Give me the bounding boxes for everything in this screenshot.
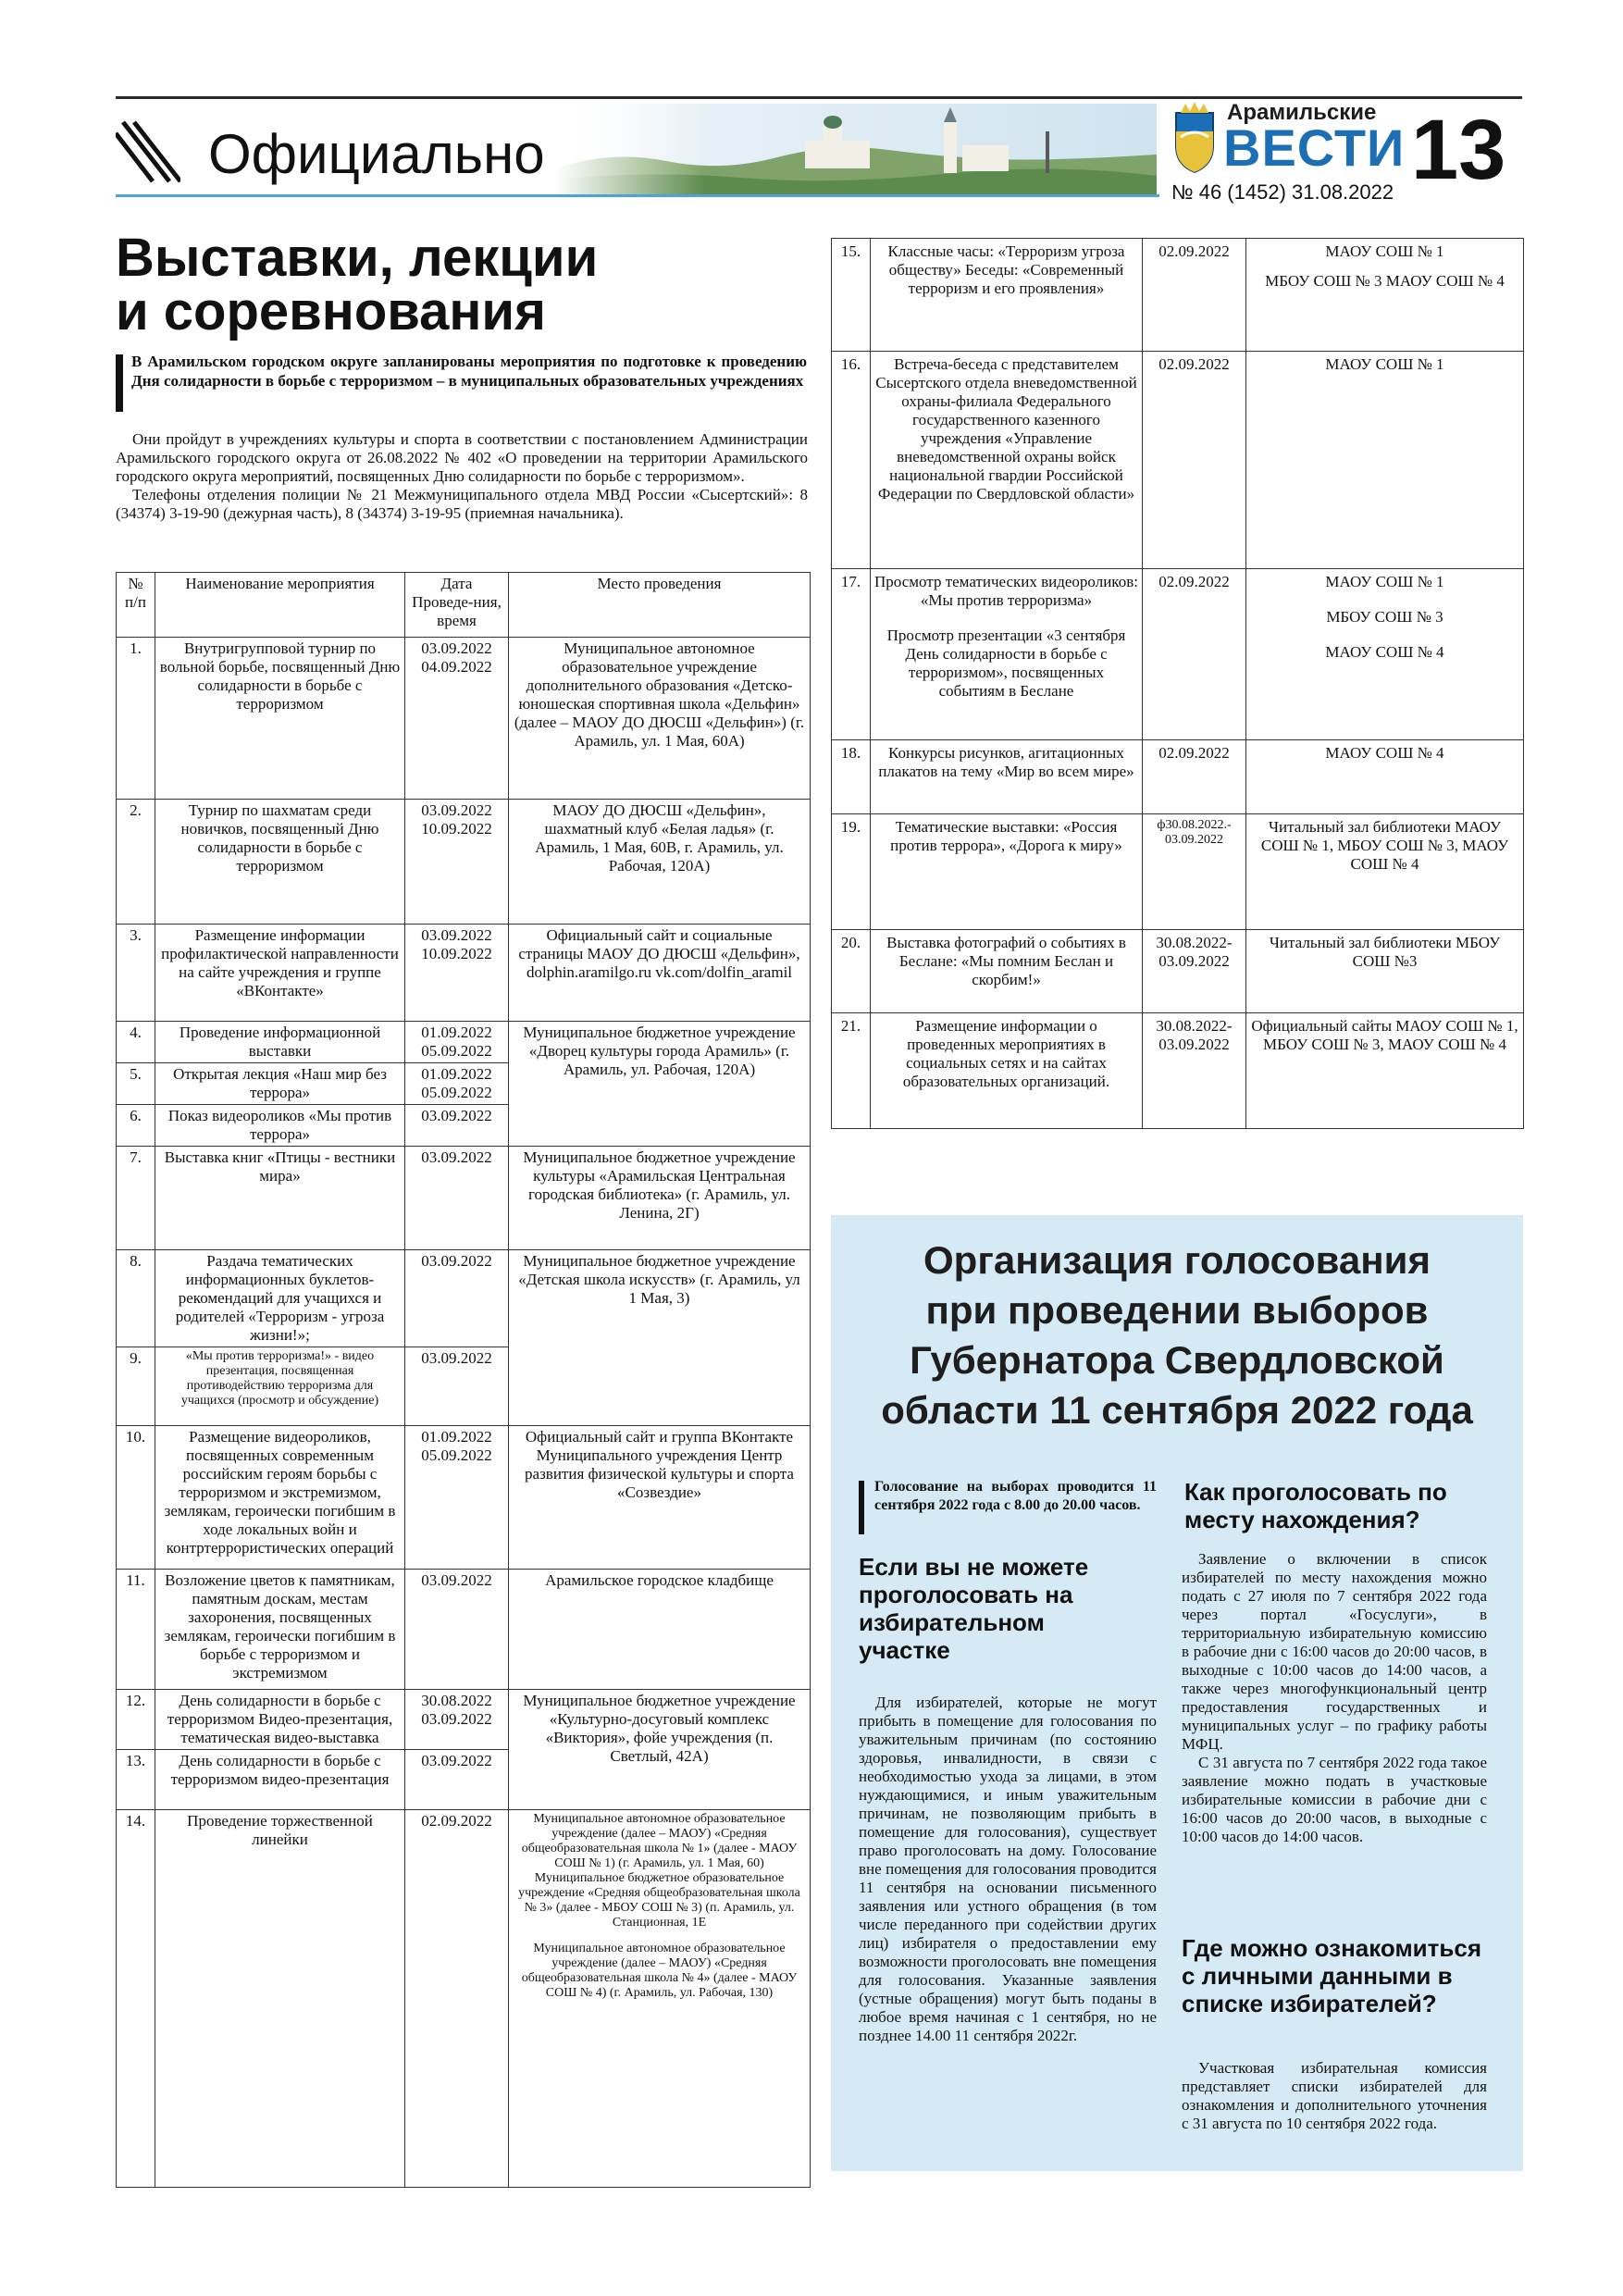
row-place: Муниципальное бюджетное учреждение «Дворец культуры города Арамиль» (г. Арамиль, ул. Рабочая, 120А): [509, 1022, 811, 1147]
section-title: Официально: [208, 123, 545, 185]
row-place: МАОУ СОШ № 4: [1246, 740, 1524, 814]
header-photo: [555, 104, 1157, 194]
row-num: 3.: [117, 925, 155, 1022]
table-row: [832, 569, 1524, 740]
row-name: «Мы против терроризма!» - видео презентация, посвященная противодействию терроризма для учащихся (просмотр и обсуждение): [155, 1347, 405, 1426]
table-row: [832, 352, 1524, 569]
table-row: [832, 239, 1524, 352]
row-place: [1246, 239, 1524, 352]
logo-masthead: ВЕСТИ: [1223, 118, 1406, 177]
row-num: 21.: [832, 1013, 871, 1129]
row-place: Муниципальное бюджетное учреждение «Детская школа искусств» (г. Арамиль, ул 1 Мая, 3): [509, 1250, 811, 1426]
place-line: МАОУ СОШ № 4: [1325, 643, 1444, 661]
row-name: Конкурсы рисунков, агитационных плакатов на тему «Мир во всем мире»: [871, 740, 1143, 814]
row-date: 02.09.2022: [1143, 239, 1246, 352]
paragraph: Заявление о включении в список избирателей по месту нахождения можно подать с 27 июля по 7 сентября 2022 года через портал «Госуслуги», в территориальную избирательную комиссию в рабочие дни с 16:00 часов до 20:00 часов, в выходные с 10:00 часов до 14:00 часов, а также через многофункциональный центр предоставления государственных и муниципальных услуг – по графику работы МФЦ.: [1182, 1550, 1487, 1753]
row-name: Турнир по шахматам среди новичков, посвященный Дню солидарности в борьбе с терроризмом: [155, 800, 405, 925]
row-date: 03.09.2022: [405, 1570, 509, 1690]
row-num: 10.: [117, 1426, 155, 1570]
election-title: [831, 1235, 1523, 1435]
row-place: Муниципальное автономное образовательное учреждение дополнительного образования «Детско-юношеская спортивная школа «Дельфин» (далее – МАОУ ДО ДЮСШ «Дельфин») (г. Арамиль, ул. 1 Мая, 60А): [509, 638, 811, 800]
row-date: ф30.08.2022.- 03.09.2022: [1143, 814, 1246, 930]
row-date: 30.08.2022- 03.09.2022: [1143, 1013, 1246, 1129]
row-date: 03.09.2022 10.09.2022: [405, 800, 509, 925]
article-intro: [116, 430, 808, 523]
row-name: Размещение информации профилактической направленности на сайте учреждения и группе «ВКонтакте»: [155, 925, 405, 1022]
row-date: 03.09.2022: [405, 1147, 509, 1250]
election-body-location: [1182, 1550, 1487, 1846]
top-rule: [116, 96, 1522, 99]
paragraph: Для избирателей, которые не могут прибыть в помещение для голосования по уважительным причинам (по состоянию здоровья, инвалидности, в связи с необходимостью ухода за лицами, в этом нуждающимися, и иным уважительным причинам, не позволяющим прибыть в помещение для голосования), существует право проголосовать на дому. Голосование вне помещения для голосования проводится 11 сентября на основании письменного заявления или устного обращения (в том числе переданного при содействии других лиц) избирателя о предоставлении ему возможности проголосовать вне помещения для голосования. Указанные заявления (устные обращения) могут быть поданы в любое время начиная с 1 сентября, но не позднее 14.00 11 сентября 2022г.: [859, 1694, 1157, 2044]
place-line: МБОУ СОШ № 3: [1326, 608, 1443, 626]
row-num: 12.: [117, 1690, 155, 1750]
school-4-info: Муниципальное автономное образовательное учреждение (далее – МАОУ) «Средняя общеобразовательная школа № 4» (далее - МАОУ СОШ № 4) (г. Арамиль, ул. Рабочая, 130): [521, 1942, 798, 2000]
table-row: [832, 814, 1524, 930]
intro-paragraph-phones: Телефоны отделения полиции № 21 Межмуниципального отдела МВД России «Сысертский»: 8 (34374) 3-19-90 (дежурная часть), 8 (34374) 3-19-95 (приемная начальника).: [116, 486, 808, 522]
row-date: 03.09.2022 04.09.2022: [405, 638, 509, 800]
subheading-voter-list: Где можно ознакомиться с личными данными в списке избирателей?: [1182, 1934, 1482, 2017]
election-title-line: при проведении выборов: [925, 1288, 1429, 1332]
row-num: 4.: [117, 1022, 155, 1063]
row-date: 03.09.2022: [405, 1347, 509, 1426]
table-row: [832, 930, 1524, 1013]
row-date: 01.09.2022 05.09.2022: [405, 1426, 509, 1570]
events-table-right: [831, 238, 1524, 1129]
row-name: Внутригрупповой турнир по вольной борьбе, посвященный Дню солидарности в борьбе с терроризмом: [155, 638, 405, 800]
row-name: Встреча-беседа с представителем Сысертского отдела вневедомственной охраны-филиала Федерального государственного казенного учреждения «Управление вневедомственной охраны войск национальной гвардии Российской Федерации по Свердловской области»: [871, 352, 1143, 569]
row-date: 01.09.2022 05.09.2022: [405, 1063, 509, 1105]
event-videos: Просмотр тематических видеороликов: «Мы против терроризма»: [874, 573, 1138, 609]
row-name: Классные часы: «Терроризм угроза обществу» Беседы: «Современный терроризм и его проявления»: [871, 239, 1143, 352]
row-name: Проведение торжественной линейки: [155, 1810, 405, 2188]
row-name: Открытая лекция «Наш мир без террора»: [155, 1063, 405, 1105]
row-place: Арамильское городское кладбище: [509, 1570, 811, 1690]
row-date: 03.09.2022 10.09.2022: [405, 925, 509, 1022]
row-date: 02.09.2022: [1143, 569, 1246, 740]
row-name: Размещение информации о проведенных мероприятиях в социальных сетях и на сайтах образовательных организаций.: [871, 1013, 1143, 1129]
row-name: Возложение цветов к памятникам, памятным доскам, местам захоронения, посвященных землякам, героически погибшим в борьбе с терроризмом и экстремизмом: [155, 1570, 405, 1690]
election-body-voter-list: [1182, 2059, 1487, 2133]
table-row: [117, 638, 811, 800]
paragraph: С 31 августа по 7 сентября 2022 года такое заявление можно подать в участковые избирательные комиссии в рабочие дни с 16:00 часов до 20:00 часов, в выходные с 10:00 часов до 14:00 часов.: [1182, 1754, 1487, 1845]
table-row: [117, 1147, 811, 1250]
headline-line-1: Выставки, лекции: [116, 228, 599, 288]
row-date: 03.09.2022: [405, 1105, 509, 1147]
row-num: 17.: [832, 569, 871, 740]
row-date: 02.09.2022: [1143, 740, 1246, 814]
header-num: № п/п: [117, 573, 155, 638]
intro-paragraph: Они пройдут в учреждениях культуры и спорта в соответствии с постановлением Администрации Арамильского городского округа от 26.08.2022 № 402 «О проведении на территории Арамильского городского округа мероприятий, посвященных Дню солидарности по борьбе с терроризмом».: [116, 430, 808, 485]
table-row: [117, 1690, 811, 1750]
row-name: Раздача тематических информационных буклетов-рекомендаций для учащихся и родителей «Терроризм - угроза жизни!»;: [155, 1250, 405, 1347]
election-body-home-voting: [859, 1694, 1157, 2045]
header-place: Место проведения: [509, 573, 811, 638]
election-title-line: Организация голосования: [923, 1238, 1431, 1282]
place-line: МАОУ СОШ № 1: [1325, 573, 1444, 590]
header-underline: [116, 194, 1159, 197]
election-lead: Голосование на выборах проводится 11 сентября 2022 года с 8.00 до 20.00 часов.: [874, 1479, 1157, 1513]
table-row: [117, 925, 811, 1022]
row-num: 19.: [832, 814, 871, 930]
events-table-left: [116, 572, 811, 2188]
row-num: 2.: [117, 800, 155, 925]
row-name: Проведение информационной выставки: [155, 1022, 405, 1063]
city-emblem-icon: [1171, 100, 1218, 174]
place-line: МБОУ СОШ № 3 МАОУ СОШ № 4: [1265, 272, 1505, 290]
row-num: 1.: [117, 638, 155, 800]
row-place: Муниципальное бюджетное учреждение культуры «Арамильская Центральная городская библиотека» (г. Арамиль, ул. Ленина, 2Г): [509, 1147, 811, 1250]
article-lead: В Арамильском городском округе запланированы мероприятия по подготовке к проведению Дня солидарности в борьбе с терроризмом – в муниципальных образовательных учреждениях: [131, 353, 807, 390]
row-place: Официальный сайт и социальные страницы МАОУ ДО ДЮСШ «Дельфин», dolphin.aramilgo.ru vk.com/dolfin_aramil: [509, 925, 811, 1022]
row-place: [509, 1810, 811, 2188]
article-headline: [116, 228, 828, 341]
row-name: Выставка книг «Птицы - вестники мира»: [155, 1147, 405, 1250]
row-num: 11.: [117, 1570, 155, 1690]
place-line: МАОУ СОШ № 1: [1325, 242, 1444, 260]
row-date: 03.09.2022: [405, 1750, 509, 1810]
row-num: 16.: [832, 352, 871, 569]
row-place: МАОУ СОШ № 1: [1246, 352, 1524, 569]
page-number: 13: [1411, 103, 1506, 197]
row-num: 9.: [117, 1347, 155, 1426]
table-row: [117, 1810, 811, 2188]
row-name: Размещение видеороликов, посвященных современным российским героям борьбы с терроризмом и экстремизмом, землякам, героически погибшим в ходе локальных войн и контртеррористических операций: [155, 1426, 405, 1570]
paragraph: Участковая избирательная комиссия представляет списки избирателей для ознакомления и дополнительного уточнения с 31 августа по 10 сентября 2022 года.: [1182, 2059, 1487, 2132]
row-place: Официальный сайт и группа ВКонтакте Муниципального учреждения Центр развития физической культуры и спорта «Созвездие»: [509, 1426, 811, 1570]
row-date: 03.09.2022: [405, 1250, 509, 1347]
row-num: 6.: [117, 1105, 155, 1147]
table-row: [832, 740, 1524, 814]
header-name: Наименование мероприятия: [155, 573, 405, 638]
row-name: Тематические выставки: «Россия против террора», «Дорога к миру»: [871, 814, 1143, 930]
row-place: МАОУ ДО ДЮСШ «Дельфин», шахматный клуб «Белая ладья» (г. Арамиль, 1 Мая, 60В, г. Арамиль, ул. Рабочая, 120А): [509, 800, 811, 925]
row-place: [1246, 569, 1524, 740]
election-title-line: Губернатора Свердловской: [910, 1338, 1444, 1382]
table-row: [832, 1013, 1524, 1129]
event-presentation: Просмотр презентации «3 сентября День солидарности в борьбе с терроризмом», посвященных событиям в Беслане: [886, 627, 1126, 700]
row-date: 30.08.2022- 03.09.2022: [1143, 930, 1246, 1013]
section-stripes-icon: [116, 120, 180, 185]
row-name: День солидарности в борьбе с терроризмом Видео-презентация, тематическая видео-выставка: [155, 1690, 405, 1750]
row-num: 8.: [117, 1250, 155, 1347]
row-num: 7.: [117, 1147, 155, 1250]
row-num: 20.: [832, 930, 871, 1013]
row-date: 02.09.2022: [405, 1810, 509, 2188]
subheading-vote-location: Как проголосовать по месту нахождения?: [1184, 1478, 1447, 1533]
row-num: 15.: [832, 239, 871, 352]
table-row: [117, 1250, 811, 1347]
subheading-cannot-vote: Если вы не можете проголосовать на избирательном участке: [859, 1553, 1089, 1664]
row-name: Показ видеороликов «Мы против террора»: [155, 1105, 405, 1147]
row-date: 30.08.2022 03.09.2022: [405, 1690, 509, 1750]
election-lead-bar: [859, 1481, 864, 1534]
row-name: Выставка фотографий о событиях в Беслане: «Мы помним Беслан и скорбим!»: [871, 930, 1143, 1013]
row-date: 01.09.2022 05.09.2022: [405, 1022, 509, 1063]
table-row: [117, 800, 811, 925]
row-place: Читальный зал библиотеки МБОУ СОШ №3: [1246, 930, 1524, 1013]
row-name: [871, 569, 1143, 740]
headline-line-2: и соревнования: [116, 281, 546, 341]
row-place: Официальный сайты МАОУ СОШ № 1, МБОУ СОШ № 3, МАОУ СОШ № 4: [1246, 1013, 1524, 1129]
election-title-line: области 11 сентября 2022 года: [881, 1388, 1473, 1432]
table-row: [117, 1022, 811, 1063]
row-num: 13.: [117, 1750, 155, 1810]
table-row: [117, 1570, 811, 1690]
row-place: Читальный зал библиотеки МАОУ СОШ № 1, МБОУ СОШ № 3, МАОУ СОШ № 4: [1246, 814, 1524, 930]
row-date: 02.09.2022: [1143, 352, 1246, 569]
row-name: День солидарности в борьбе с терроризмом видео-презентация: [155, 1750, 405, 1810]
header-date: Дата Проведе-ния, время: [405, 573, 509, 638]
row-place: Муниципальное бюджетное учреждение «Культурно-досуговый комплекс «Виктория», фойе учреждения (п. Светлый, 42А): [509, 1690, 811, 1810]
table-row: [117, 1426, 811, 1570]
issue-info: № 46 (1452) 31.08.2022: [1171, 180, 1394, 204]
school-1-3-info: Муниципальное автономное образовательное учреждение (далее – МАОУ) «Средняя общеобразовательная школа № 1» (далее - МАОУ СОШ № 1) (г. Арамиль, ул. 1 Мая, 60) Муниципальное бюджетное образовательное учреждение «Средняя общеобразовательная школа № 3» (далее - МБОУ СОШ № 3) (п. Арамиль, ул. Станционная, 1Е: [518, 1812, 800, 1930]
row-num: 14.: [117, 1810, 155, 2188]
logo-small-text: Арамильские: [1227, 100, 1377, 125]
table-header-row: [117, 573, 811, 638]
row-num: 18.: [832, 740, 871, 814]
row-num: 5.: [117, 1063, 155, 1105]
lead-bar: [116, 354, 123, 412]
